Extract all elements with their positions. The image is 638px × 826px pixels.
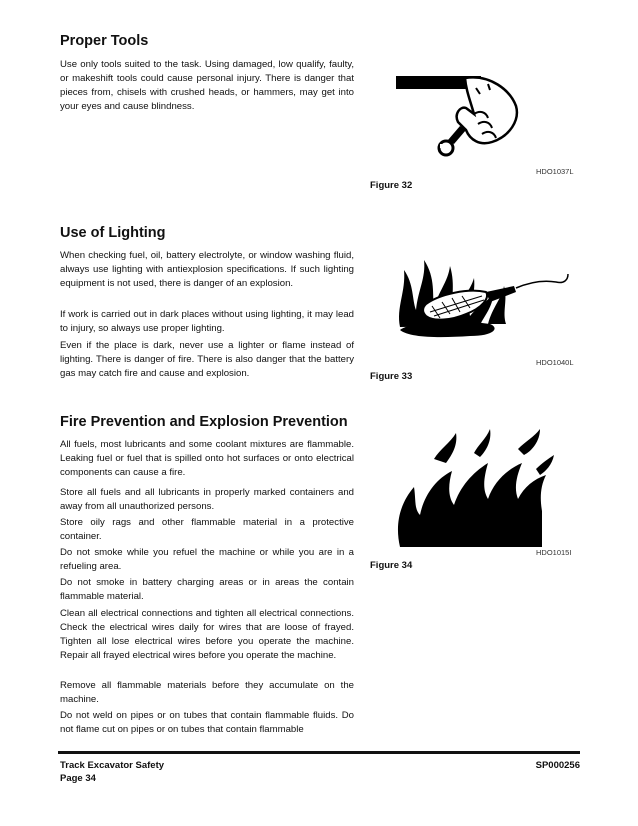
paragraph: Do not smoke while you refuel the machine or while you are in a refueling area. [60,547,354,572]
section-title-proper-tools: Proper Tools [60,33,149,49]
paragraph: Even if the place is dark, never use a lighter or flame instead of lighting. There is danger of fire. There is also danger that the battery gas may catch fire and cause and explosion. [60,340,354,379]
footer-document-title: Track Excavator Safety [60,760,165,771]
paragraph: Clean all electrical connections and tighten all electrical connections. Check the electrical wires daily for wires that are loose of frayed. Tighten all lose electrical wires before you operate the machine. Repair all frayed electrical wires before you operate the machine. [60,608,354,661]
figure-code: HDO1037L [536,167,574,176]
hand-with-wrench-icon [370,70,580,175]
section-title-fire-prevention: Fire Prevention and Explosion Prevention [60,414,348,430]
paragraph: Remove all flammable materials before they accumulate on the machine. [60,680,354,705]
footer-divider [58,751,580,754]
paragraph: Do not smoke in battery charging areas or in areas the contain flammable material. [60,577,354,602]
paragraph: Store oily rags and other flammable material in a protective container. [60,517,354,542]
figure-code: HDO1015I [536,548,572,557]
paragraph: Store all fuels and all lubricants in properly marked containers and away from all unauthorized persons. [60,487,354,512]
figure-caption: Figure 32 [370,180,413,191]
paragraph: If work is carried out in dark places without using lighting, it may lead to injury, so always use proper lighting. [60,309,354,334]
footer-page-number: Page 34 [60,773,96,784]
paragraph: When checking fuel, oil, battery electrolyte, or window washing fluid, always use lighting with antiexplosion specifications. If such lighting equipment is not used, there is danger of an explosion. [60,250,354,289]
paragraph: Use only tools suited to the task. Using damaged, low qualify, faulty, or makeshift tools could cause personal injury. There is danger that pieces from, chisels with crushed heads, or hammers, may get into your eyes and cause blindness. [60,59,354,112]
paragraph: Do not weld on pipes or on tubes that contain flammable fluids. Do not flame cut on pipes or on tubes that contain flammable [60,710,354,735]
section-title-use-of-lighting: Use of Lighting [60,225,166,241]
figure-caption: Figure 33 [370,371,413,382]
flames-with-light-icon [370,252,580,352]
figure-code: HDO1040L [536,358,574,367]
flames-icon [370,425,580,555]
paragraph: All fuels, most lubricants and some coolant mixtures are flammable. Leaking fuel or fuel that is spilled onto hot surfaces or onto electrical components can cause a fire. [60,439,354,478]
footer-document-code: SP000256 [535,760,580,771]
figure-caption: Figure 34 [370,560,413,571]
